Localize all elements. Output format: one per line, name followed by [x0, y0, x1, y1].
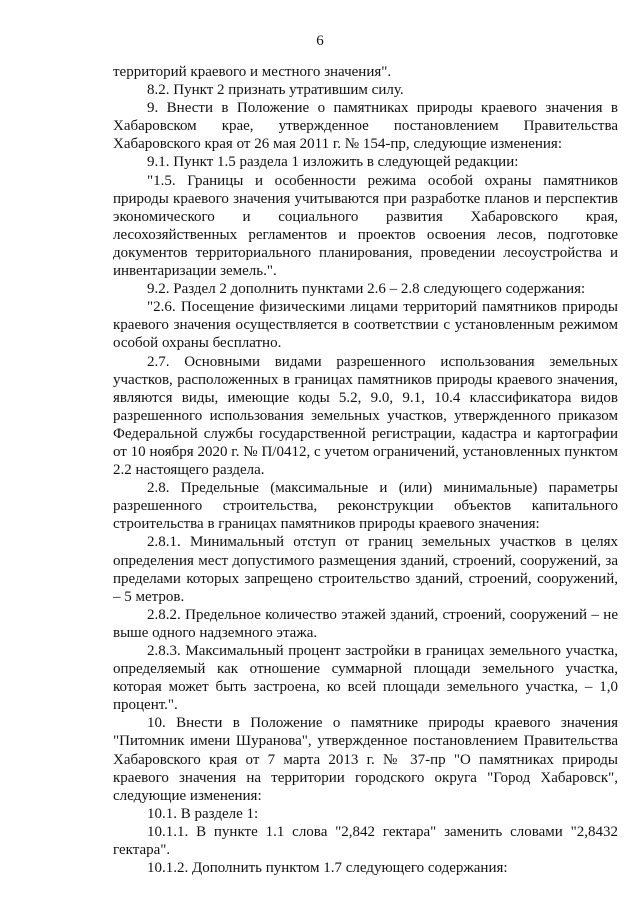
paragraph: 2.8.2. Предельное количество этажей зданий, строений, сооружений – не выше одного надземного этажа.	[113, 606, 618, 641]
paragraph: территорий краевого и местного значения".	[113, 64, 392, 80]
paragraph: 9. Внести в Положение о памятниках природы краевого значения в Хабаровском крае, утвержденное постановлением Правительства Хабаровского края от 26 мая 2011 г. № 154-пр, следующие изменения:	[113, 100, 618, 153]
paragraph: 10. Внести в Положение о памятнике природы краевого значения "Питомник имени Шуранова", утвержденное постановлением Правительства Хабаровского края от 7 марта 2013 г. № 37-пр "О памятниках природы краевого значения на территории городского округа "Город Хабаровск", следующие изменения:	[113, 715, 618, 804]
paragraph: 10.1.2. Дополнить пунктом 1.7 следующего содержания:	[147, 860, 508, 877]
paragraph: 10.1. В разделе 1:	[147, 805, 259, 822]
paragraph: 2.8.3. Максимальный процент застройки в границах земельного участка, определяемый как отношение суммарной площади земельного участка, которая может быть застроена, ко всей площади земельного участка, – 1,0 процент.".	[113, 643, 618, 714]
paragraph: 2.8. Предельные (максимальные и (или) минимальные) параметры разрешенного строительства, реконструкции объектов капитального строительства в границах памятников природы краевого значения:	[113, 480, 618, 533]
paragraph: "2.6. Посещение физическими лицами территорий памятников природы краевого значения осуществляется в соответствии с установленным режимом особой охраны бесплатно.	[113, 299, 618, 352]
paragraph: 9.1. Пункт 1.5 раздела 1 изложить в следующей редакции:	[147, 154, 519, 171]
paragraph: 9.2. Раздел 2 дополнить пунктами 2.6 – 2.8 следующего содержания:	[147, 281, 586, 298]
page-number: 6	[316, 33, 324, 49]
paragraph: 2.8.1. Минимальный отступ от границ земельных участков в целях определения мест допустимого размещения зданий, строений, сооружений, за пределами которых запрещено строительство зданий, строений, сооружений, – 5 метров.	[113, 534, 618, 605]
paragraph: 8.2. Пункт 2 признать утратившим силу.	[147, 82, 404, 99]
paragraph: 2.7. Основными видами разрешенного использования земельных участков, расположенных в границах памятников природы краевого значения, являются виды, имеющие коды 5.2, 9.0, 9.1, 10.4 классификатора видов разрешенного использования земельных участков, утвержденного приказом Федеральной службы государственной регистрации, кадастра и картографии от 10 ноября 2020 г. № П/0412, с учетом ограничений, установленных пунктом 2.2 настоящего раздела.	[113, 353, 618, 479]
paragraph: "1.5. Границы и особенности режима особой охраны памятников природы краевого значения учитываются при разработке планов и перспектив экономического и социального развития Хабаровского края, лесохозяйственных регламентов и проектов освоения лесов, подготовке документов территориального планирования, проведении лесоустройства и инвентаризации земель.".	[113, 172, 618, 280]
document-body	[113, 63, 618, 877]
paragraph: 10.1.1. В пункте 1.1 слова "2,842 гектара" заменить словами "2,8432 гектара".	[113, 823, 618, 859]
